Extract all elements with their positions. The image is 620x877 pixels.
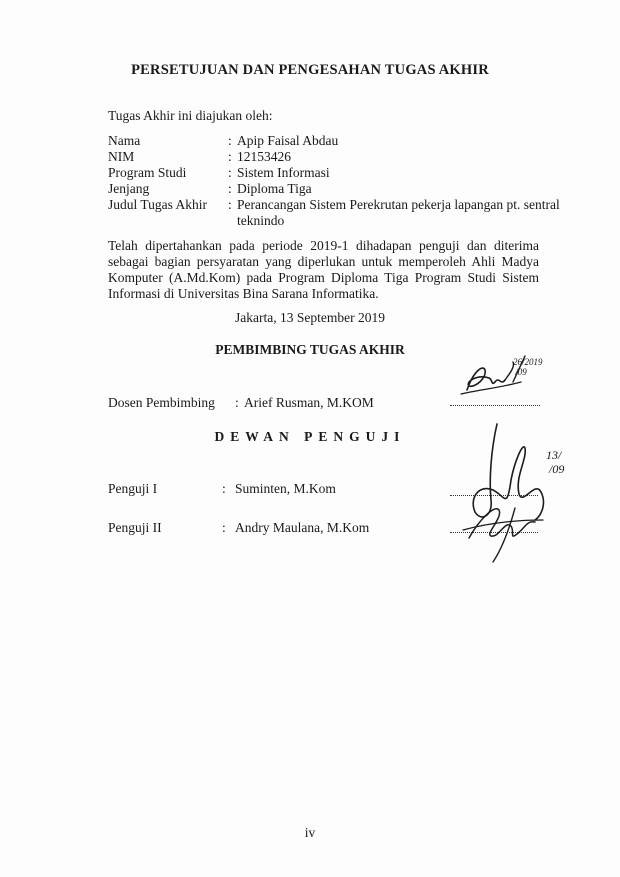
examiner-1-colon: : — [222, 481, 226, 496]
field-label-judul: Judul Tugas Akhir — [108, 197, 208, 212]
field-value-nim: 12153426 — [237, 149, 291, 164]
field-value-judul-line1: Perancangan Sistem Perekrutan pekerja lapangan pt. sentral — [237, 197, 560, 212]
examiner-1-signature-date: 13/ /09 — [546, 448, 565, 476]
supervisor-heading: PEMBIMBING TUGAS AKHIR — [215, 342, 405, 357]
examiners-heading: DEWAN PENGUJI — [214, 429, 406, 444]
page-number: iv — [304, 825, 316, 840]
intro-text: Tugas Akhir ini diajukan oleh: — [108, 108, 273, 123]
supervisor-signature-date: 26/2019 /09 — [513, 357, 543, 377]
supervisor-label: Dosen Pembimbing — [108, 395, 215, 410]
examiner-2-colon: : — [222, 520, 226, 535]
field-label-jenjang: Jenjang — [108, 181, 150, 196]
field-label-nim: NIM — [108, 149, 135, 164]
supervisor-name: Arief Rusman, M.KOM — [244, 395, 374, 410]
field-value-program-studi: Sistem Informasi — [237, 165, 330, 180]
field-label-program-studi: Program Studi — [108, 165, 187, 180]
examiner-2-name: Andry Maulana, M.Kom — [235, 520, 370, 535]
field-colon: : — [228, 197, 232, 212]
examiner-1-name: Suminten, M.Kom — [235, 481, 336, 496]
field-label-nama: Nama — [108, 133, 141, 148]
field-colon: : — [228, 181, 232, 196]
examiner-2-label: Penguji II — [108, 520, 162, 535]
supervisor-colon: : — [235, 395, 239, 410]
field-value-jenjang: Diploma Tiga — [237, 181, 312, 196]
place-date: Jakarta, 13 September 2019 — [235, 310, 385, 325]
page-title: PERSETUJUAN DAN PENGESAHAN TUGAS AKHIR — [131, 62, 489, 78]
field-value-nama: Apip Faisal Abdau — [237, 133, 339, 148]
supervisor-signature-line — [450, 405, 540, 406]
examiner-1-label: Penguji I — [108, 481, 158, 496]
approval-paragraph: Telah dipertahankan pada periode 2019-1 dihadapan penguji dan diterima sebagai bagian persyaratan yang diperlukan untuk memperoleh Ahli Madya Komputer (A.Md.Kom) pada Program Diploma Tiga Program Studi Sistem Informasi di Universitas Bina Sarana Informatika. — [108, 238, 539, 301]
field-colon: : — [228, 133, 232, 148]
field-colon: : — [228, 165, 232, 180]
examiner-2-signature — [455, 490, 555, 550]
field-value-judul-line2: teknindo — [237, 213, 285, 228]
field-colon: : — [228, 149, 232, 164]
